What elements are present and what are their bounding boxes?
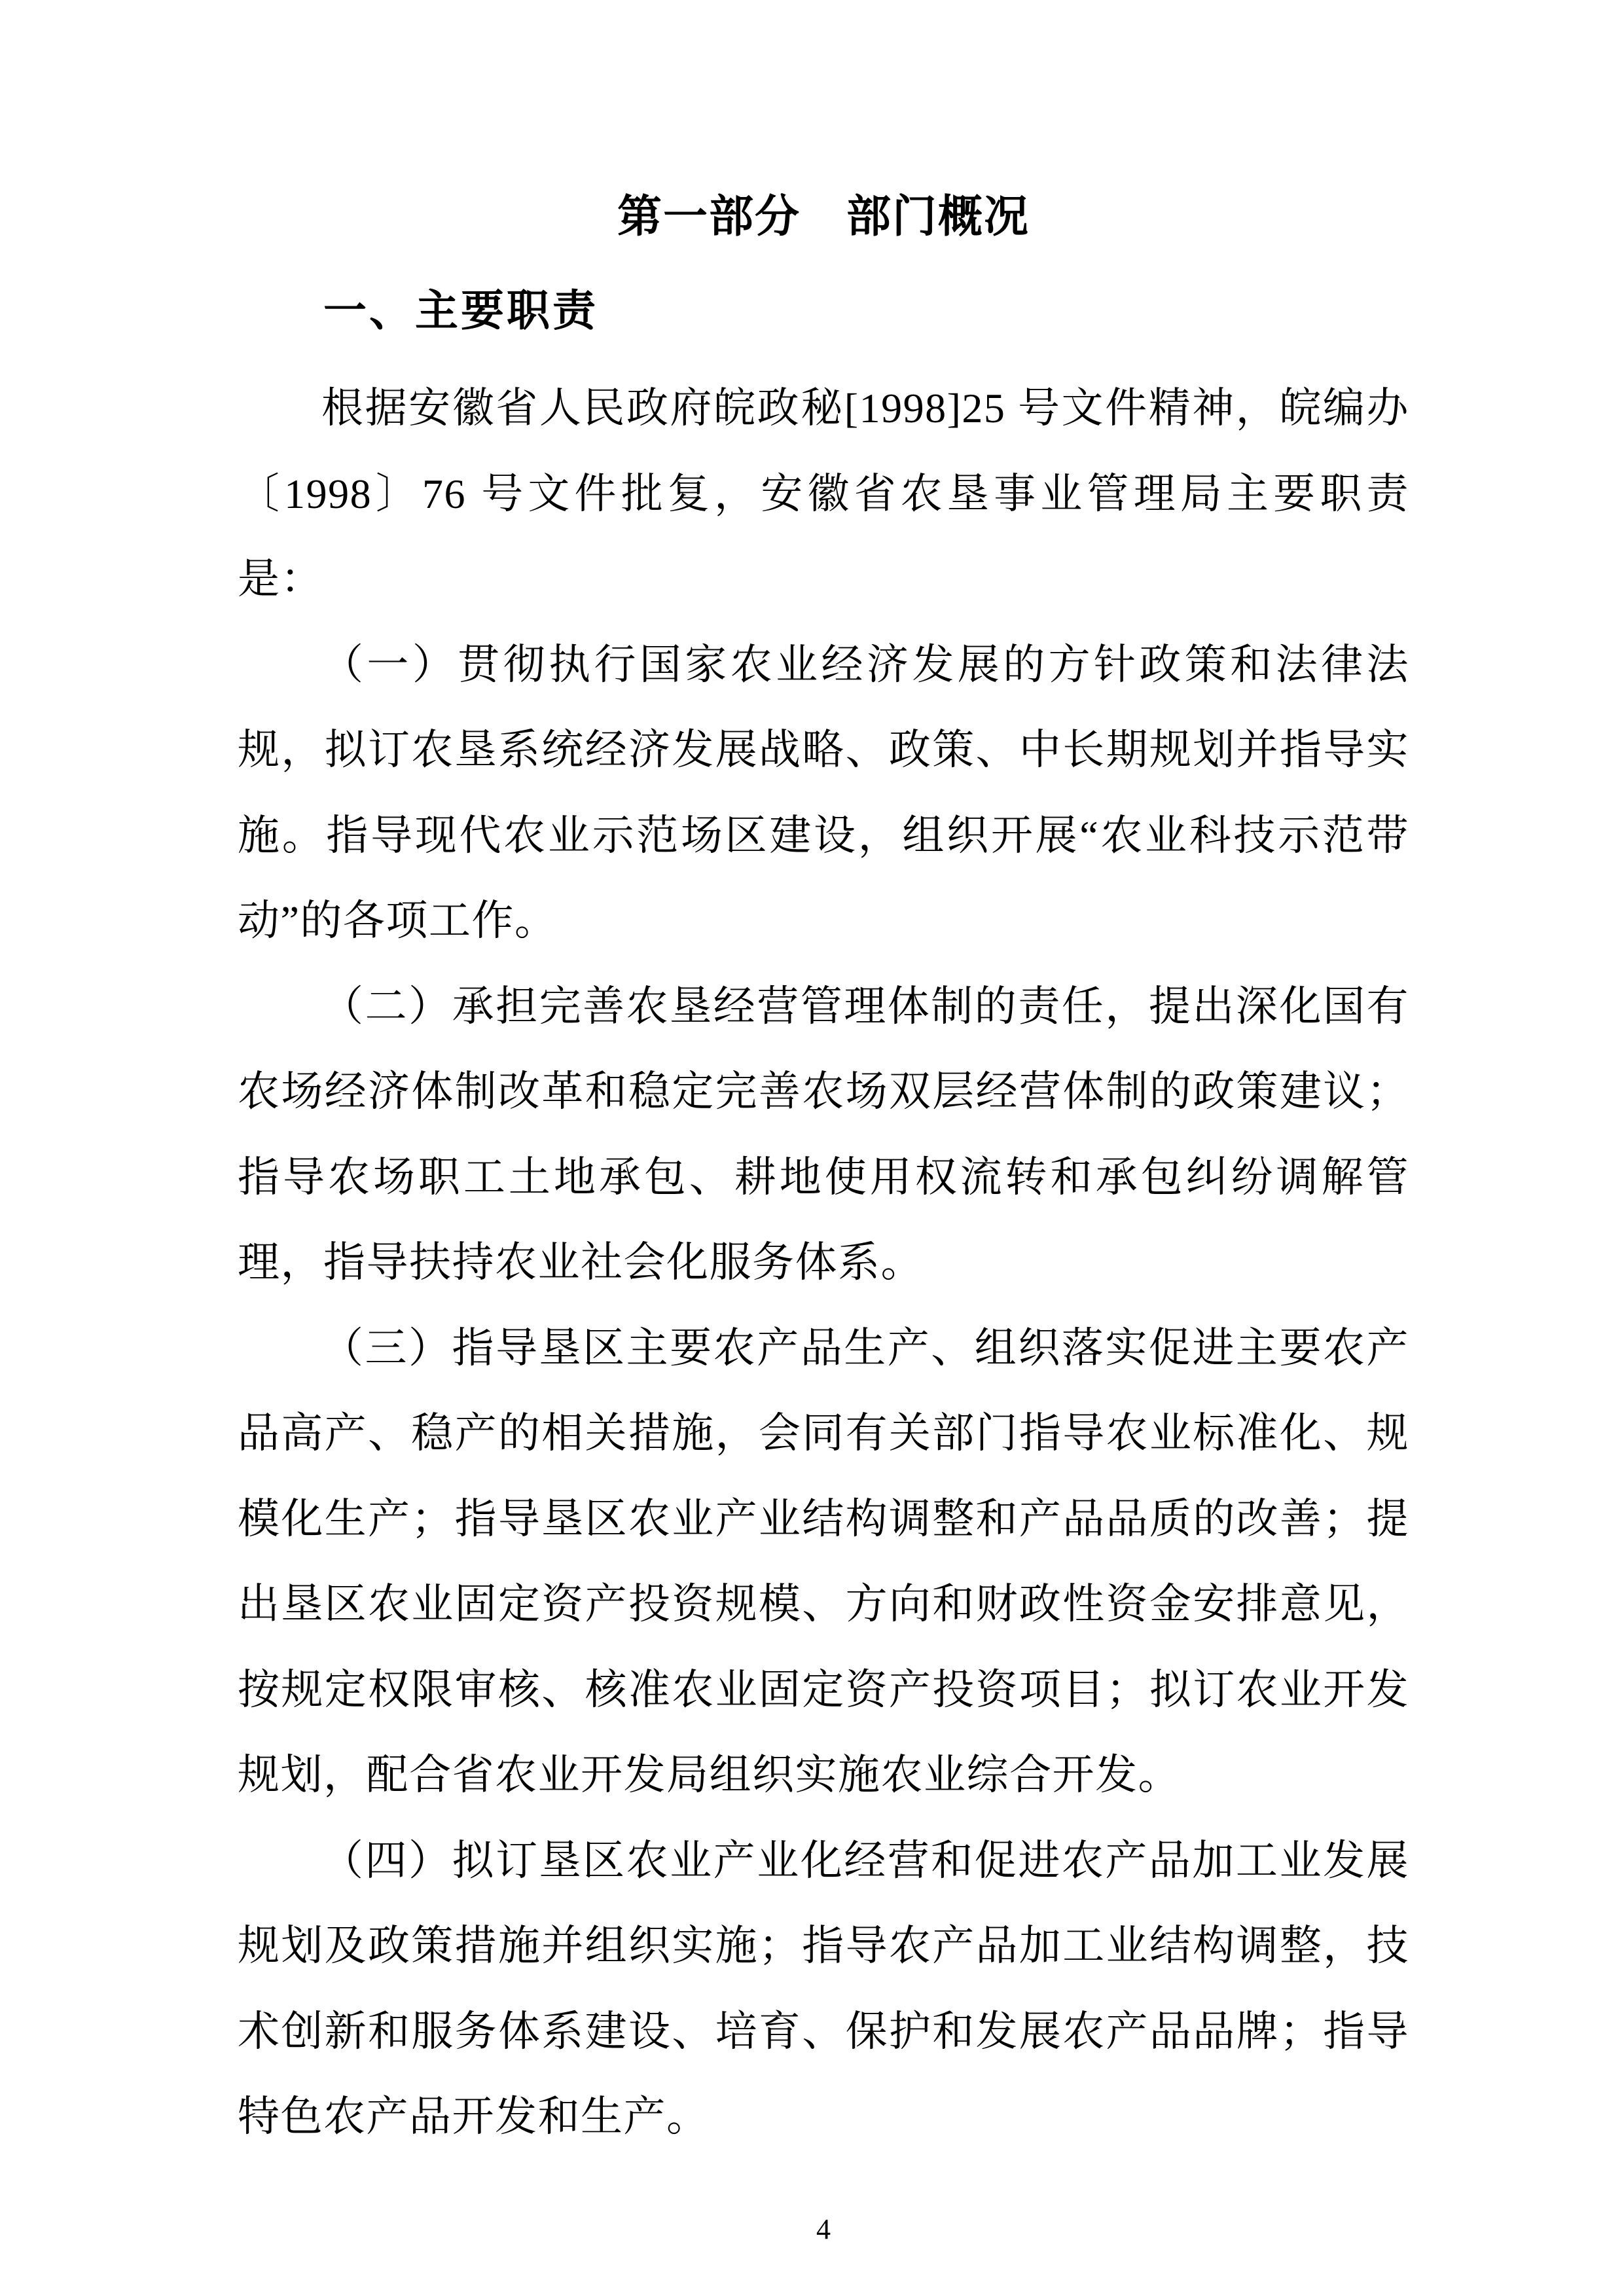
paragraph-duty-4: （四）拟订垦区农业产业化经营和促进农产品加工业发展规划及政策措施并组织实施；指导农产品加工业结构调整，技术创新和服务体系建设、培育、保护和发展农产品品牌；指导特色农产品开发和生产。 — [238, 1837, 1409, 2140]
document-page — [238, 0, 1409, 2249]
section-heading: 一、主要职责 — [323, 286, 598, 334]
paragraph-duty-1: （一）贯彻执行国家农业经济发展的方针政策和法律法规，拟订农垦系统经济发展战略、政策、中长期规划并指导实施。指导现代农业示范场区建设，组织开展“农业科技示范带动”的各项工作。 — [238, 641, 1409, 944]
page-title: 第一部分 部门概况 — [617, 192, 1030, 242]
paragraph-duty-2: （二）承担完善农垦经营管理体制的责任，提出深化国有农场经济体制改革和稳定完善农场双层经营体制的政策建议；指导农场职工土地承包、耕地使用权流转和承包纠纷调解管理，指导扶持农业社会化服务体系。 — [238, 983, 1409, 1286]
paragraph-intro: 根据安徽省人民政府皖政秘[1998]25 号文件精神，皖编办〔1998〕76 号文件批复，安徽省农垦事业管理局主要职责是： — [238, 385, 1409, 602]
paragraph-duty-3: （三）指导垦区主要农产品生产、组织落实促进主要农产品高产、稳产的相关措施，会同有关部门指导农业标准化、规模化生产；指导垦区农业产业结构调整和产品品质的改善；提出垦区农业固定资产投资规模、方向和财政性资金安排意见，按规定权限审核、核准农业固定资产投资项目；拟订农业开发规划，配合省农业开发局组织实施农业综合开发。 — [238, 1324, 1409, 1798]
page-number: 4 — [816, 2213, 831, 2245]
